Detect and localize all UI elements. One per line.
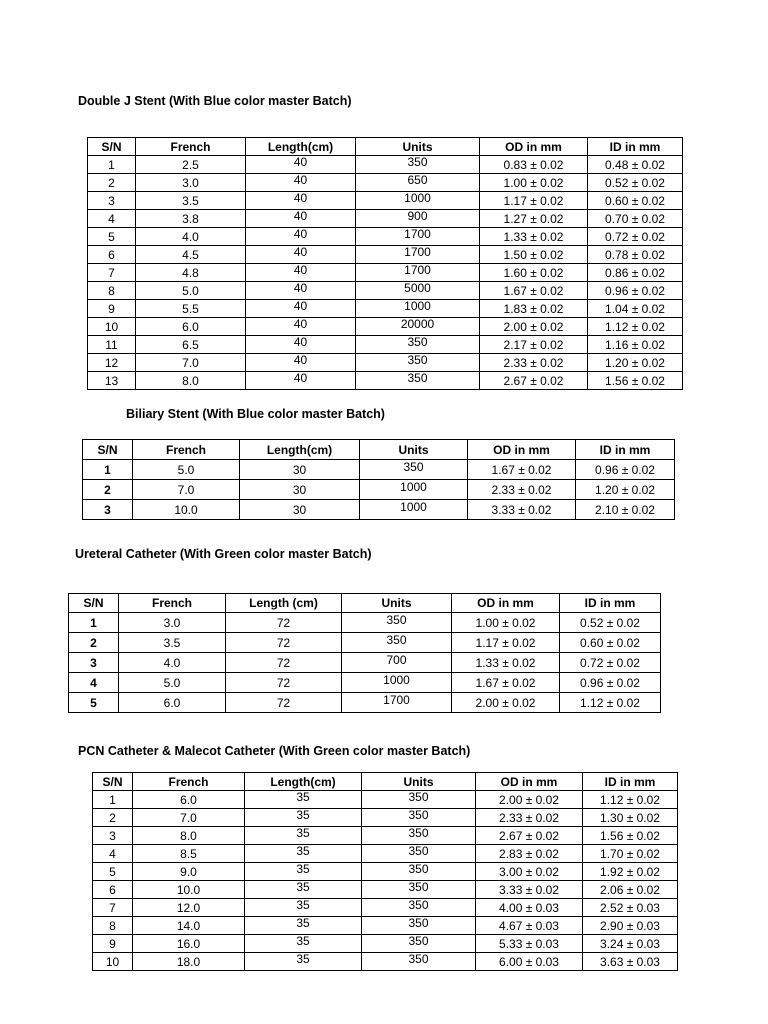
column-header-units: Units [362,773,476,791]
cell-units: 350 [362,806,476,824]
cell-units: 350 [362,842,476,860]
cell-sn: 2 [83,480,133,500]
cell-od: 2.00 ± 0.02 [480,318,588,336]
cell-sn: 6 [93,881,133,899]
cell-od: 4.00 ± 0.03 [476,899,583,917]
column-header-sn: S/N [88,138,136,156]
cell-units: 350 [342,610,452,630]
table-row [88,372,683,390]
cell-units: 350 [362,950,476,968]
cell-french: 8.5 [133,845,245,863]
column-header-od: OD in mm [480,138,588,156]
cell-french: 4.0 [136,228,246,246]
cell-units: 1000 [356,189,480,207]
cell-id: 0.52 ± 0.02 [560,613,661,633]
cell-units: 900 [356,207,480,225]
column-header-french: French [133,773,245,791]
cell-length: 40 [246,189,356,207]
cell-french: 7.0 [133,480,240,500]
cell-units: 350 [356,351,480,369]
cell-length: 30 [240,500,360,520]
cell-french: 6.0 [119,693,226,713]
column-header-units: Units [356,138,480,156]
cell-id: 0.72 ± 0.02 [560,653,661,673]
cell-id: 1.12 ± 0.02 [588,318,683,336]
cell-units: 350 [356,369,480,387]
cell-french: 8.0 [136,372,246,390]
cell-sn: 2 [69,633,119,653]
cell-sn: 5 [88,228,136,246]
cell-units: 700 [342,650,452,670]
cell-od: 1.67 ± 0.02 [452,673,560,693]
cell-sn: 1 [93,791,133,809]
cell-length: 35 [245,824,362,842]
cell-sn: 2 [93,809,133,827]
cell-od: 1.17 ± 0.02 [452,633,560,653]
cell-units: 1700 [356,225,480,243]
cell-length: 72 [226,653,342,673]
cell-sn: 1 [69,613,119,633]
cell-french: 10.0 [133,881,245,899]
cell-od: 4.67 ± 0.03 [476,917,583,935]
cell-length: 40 [246,153,356,171]
cell-od: 2.17 ± 0.02 [480,336,588,354]
cell-sn: 3 [69,653,119,673]
cell-id: 2.90 ± 0.03 [583,917,678,935]
cell-id: 0.72 ± 0.02 [588,228,683,246]
cell-id: 0.96 ± 0.02 [560,673,661,693]
cell-sn: 13 [88,372,136,390]
column-header-length: Length(cm) [246,138,356,156]
cell-units: 350 [362,860,476,878]
table-row [93,953,678,971]
cell-french: 5.0 [119,673,226,693]
column-header-sn: S/N [69,594,119,613]
cell-sn: 10 [93,953,133,971]
cell-length: 35 [245,914,362,932]
cell-length: 72 [226,633,342,653]
cell-sn: 2 [88,174,136,192]
column-header-french: French [133,440,240,460]
double-j-stent-table [87,137,683,390]
cell-id: 0.86 ± 0.02 [588,264,683,282]
cell-od: 1.67 ± 0.02 [468,460,576,480]
cell-french: 5.5 [136,300,246,318]
cell-length: 30 [240,480,360,500]
column-header-id: ID in mm [588,138,683,156]
cell-od: 3.33 ± 0.02 [468,500,576,520]
biliary-stent-title: Biliary Stent (With Blue color master Batch) [126,407,385,421]
cell-sn: 5 [69,693,119,713]
cell-sn: 9 [88,300,136,318]
cell-od: 2.00 ± 0.02 [452,693,560,713]
cell-od: 3.00 ± 0.02 [476,863,583,881]
cell-units: 1000 [360,497,468,517]
cell-sn: 9 [93,935,133,953]
cell-length: 40 [246,243,356,261]
cell-od: 1.67 ± 0.02 [480,282,588,300]
column-header-length: Length(cm) [245,773,362,791]
cell-length: 40 [246,171,356,189]
cell-sn: 7 [93,899,133,917]
cell-length: 40 [246,207,356,225]
cell-od: 1.00 ± 0.02 [480,174,588,192]
cell-length: 40 [246,297,356,315]
cell-od: 5.33 ± 0.03 [476,935,583,953]
cell-units: 5000 [356,279,480,297]
cell-units: 650 [356,171,480,189]
pcn-catheter-table [92,772,678,971]
cell-sn: 8 [88,282,136,300]
cell-french: 14.0 [133,917,245,935]
cell-od: 2.67 ± 0.02 [480,372,588,390]
cell-french: 6.5 [136,336,246,354]
cell-length: 35 [245,896,362,914]
cell-sn: 10 [88,318,136,336]
cell-id: 0.96 ± 0.02 [588,282,683,300]
cell-id: 1.04 ± 0.02 [588,300,683,318]
cell-id: 1.12 ± 0.02 [560,693,661,713]
column-header-id: ID in mm [583,773,678,791]
cell-french: 16.0 [133,935,245,953]
cell-units: 1700 [356,261,480,279]
cell-units: 1000 [360,477,468,497]
cell-french: 9.0 [133,863,245,881]
cell-od: 1.60 ± 0.02 [480,264,588,282]
cell-od: 2.33 ± 0.02 [476,809,583,827]
cell-french: 5.0 [133,460,240,480]
cell-length: 30 [240,460,360,480]
cell-sn: 3 [88,192,136,210]
biliary-stent-table [82,439,675,520]
cell-sn: 6 [88,246,136,264]
cell-sn: 3 [93,827,133,845]
cell-units: 1700 [356,243,480,261]
cell-units: 350 [362,896,476,914]
cell-id: 1.16 ± 0.02 [588,336,683,354]
column-header-od: OD in mm [452,594,560,613]
cell-units: 350 [362,914,476,932]
cell-units: 1700 [342,690,452,710]
cell-length: 72 [226,673,342,693]
cell-od: 2.00 ± 0.02 [476,791,583,809]
cell-sn: 1 [83,460,133,480]
cell-id: 0.48 ± 0.02 [588,156,683,174]
cell-sn: 11 [88,336,136,354]
cell-french: 8.0 [133,827,245,845]
cell-id: 2.06 ± 0.02 [583,881,678,899]
column-header-units: Units [360,440,468,460]
cell-length: 40 [246,279,356,297]
cell-od: 2.33 ± 0.02 [480,354,588,372]
cell-sn: 7 [88,264,136,282]
cell-od: 6.00 ± 0.03 [476,953,583,971]
cell-french: 3.0 [119,613,226,633]
cell-sn: 4 [88,210,136,228]
cell-id: 2.10 ± 0.02 [576,500,675,520]
cell-od: 1.33 ± 0.02 [480,228,588,246]
column-header-sn: S/N [93,773,133,791]
cell-od: 1.33 ± 0.02 [452,653,560,673]
ureteral-catheter-table [68,593,661,713]
cell-id: 3.63 ± 0.03 [583,953,678,971]
column-header-id: ID in mm [576,440,675,460]
cell-units: 350 [356,333,480,351]
cell-id: 0.70 ± 0.02 [588,210,683,228]
column-header-length: Length(cm) [240,440,360,460]
cell-french: 18.0 [133,953,245,971]
cell-french: 4.8 [136,264,246,282]
cell-french: 3.5 [119,633,226,653]
column-header-id: ID in mm [560,594,661,613]
column-header-od: OD in mm [468,440,576,460]
cell-french: 6.0 [136,318,246,336]
cell-length: 35 [245,950,362,968]
cell-units: 350 [356,153,480,171]
cell-length: 40 [246,225,356,243]
cell-sn: 1 [88,156,136,174]
cell-french: 3.8 [136,210,246,228]
column-header-length: Length (cm) [226,594,342,613]
cell-units: 350 [362,932,476,950]
cell-id: 0.60 ± 0.02 [560,633,661,653]
cell-length: 35 [245,806,362,824]
cell-od: 0.83 ± 0.02 [480,156,588,174]
cell-id: 1.70 ± 0.02 [583,845,678,863]
cell-id: 1.12 ± 0.02 [583,791,678,809]
cell-od: 1.17 ± 0.02 [480,192,588,210]
cell-length: 40 [246,315,356,333]
cell-french: 4.5 [136,246,246,264]
cell-sn: 4 [93,845,133,863]
cell-sn: 3 [83,500,133,520]
cell-sn: 8 [93,917,133,935]
column-header-french: French [136,138,246,156]
cell-sn: 12 [88,354,136,372]
cell-od: 3.33 ± 0.02 [476,881,583,899]
cell-units: 1000 [356,297,480,315]
cell-french: 5.0 [136,282,246,300]
cell-id: 1.20 ± 0.02 [576,480,675,500]
cell-length: 35 [245,788,362,806]
cell-french: 4.0 [119,653,226,673]
table-row [83,500,675,520]
cell-length: 40 [246,369,356,387]
table-row [69,693,661,713]
cell-od: 1.83 ± 0.02 [480,300,588,318]
cell-sn: 4 [69,673,119,693]
cell-french: 7.0 [133,809,245,827]
cell-length: 35 [245,842,362,860]
cell-french: 10.0 [133,500,240,520]
cell-length: 35 [245,878,362,896]
cell-units: 1000 [342,670,452,690]
cell-od: 2.33 ± 0.02 [468,480,576,500]
cell-id: 1.20 ± 0.02 [588,354,683,372]
cell-id: 3.24 ± 0.03 [583,935,678,953]
ureteral-catheter-title: Ureteral Catheter (With Green color master Batch) [75,547,372,561]
column-header-od: OD in mm [476,773,583,791]
cell-length: 72 [226,613,342,633]
cell-french: 2.5 [136,156,246,174]
cell-od: 1.50 ± 0.02 [480,246,588,264]
cell-od: 1.00 ± 0.02 [452,613,560,633]
cell-id: 2.52 ± 0.03 [583,899,678,917]
double-j-stent-title: Double J Stent (With Blue color master Batch) [78,94,352,108]
cell-id: 1.56 ± 0.02 [588,372,683,390]
cell-od: 2.83 ± 0.02 [476,845,583,863]
cell-length: 40 [246,333,356,351]
cell-french: 3.5 [136,192,246,210]
cell-id: 1.56 ± 0.02 [583,827,678,845]
cell-od: 2.67 ± 0.02 [476,827,583,845]
cell-id: 1.30 ± 0.02 [583,809,678,827]
cell-units: 350 [362,878,476,896]
cell-units: 350 [342,630,452,650]
cell-units: 350 [362,824,476,842]
cell-units: 350 [360,457,468,477]
column-header-sn: S/N [83,440,133,460]
column-header-french: French [119,594,226,613]
cell-length: 40 [246,351,356,369]
cell-units: 350 [362,788,476,806]
cell-length: 35 [245,932,362,950]
pcn-catheter-title: PCN Catheter & Malecot Catheter (With Green color master Batch) [78,744,471,758]
cell-units: 20000 [356,315,480,333]
cell-length: 72 [226,693,342,713]
cell-french: 7.0 [136,354,246,372]
cell-od: 1.27 ± 0.02 [480,210,588,228]
cell-sn: 5 [93,863,133,881]
cell-french: 12.0 [133,899,245,917]
cell-french: 3.0 [136,174,246,192]
cell-length: 40 [246,261,356,279]
cell-id: 0.52 ± 0.02 [588,174,683,192]
column-header-units: Units [342,594,452,613]
cell-id: 0.60 ± 0.02 [588,192,683,210]
cell-id: 1.92 ± 0.02 [583,863,678,881]
cell-id: 0.96 ± 0.02 [576,460,675,480]
cell-id: 0.78 ± 0.02 [588,246,683,264]
cell-length: 35 [245,860,362,878]
cell-french: 6.0 [133,791,245,809]
